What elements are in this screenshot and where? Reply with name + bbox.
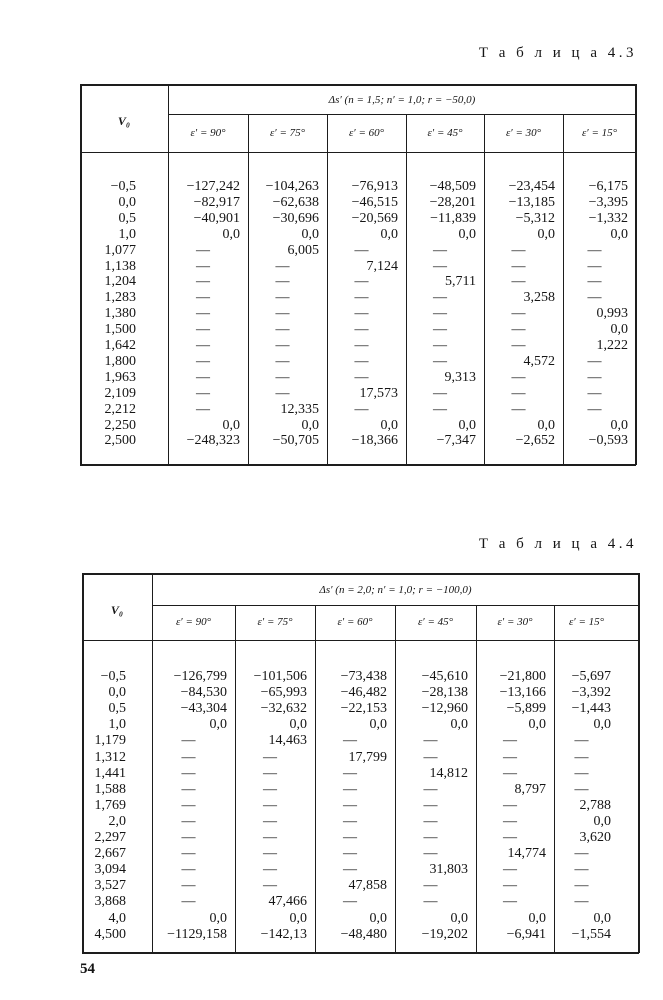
page-number: 54 bbox=[80, 961, 95, 977]
table-cell: −5,312 bbox=[515, 210, 555, 226]
table-cell: — bbox=[275, 306, 290, 322]
table-cell: −1,443 bbox=[571, 701, 611, 717]
table-cell: 0,0 bbox=[610, 417, 628, 433]
table-cell: −6,175 bbox=[588, 179, 628, 194]
group-header: Δs′ (n = 1,5; n′ = 1,0; r = −50,0) bbox=[328, 94, 476, 106]
table-cell: 0,0 bbox=[610, 322, 628, 338]
table-cell: −101,506 bbox=[253, 669, 307, 684]
table-cell: 0,0 bbox=[369, 910, 387, 926]
table-cell: — bbox=[196, 290, 210, 306]
v0-value: 1,283 bbox=[104, 290, 136, 306]
table-cell: — bbox=[196, 353, 210, 369]
table-cell: — bbox=[181, 733, 196, 749]
v0-value: 2,212 bbox=[104, 401, 136, 417]
v0-value: 2,500 bbox=[104, 433, 136, 449]
table-cell: — bbox=[181, 813, 196, 829]
v0-value: 1,077 bbox=[104, 242, 136, 258]
table-cell: — bbox=[433, 322, 447, 338]
v0-value: 1,800 bbox=[104, 353, 136, 369]
table-cell: — bbox=[343, 830, 357, 845]
v0-value: 1,179 bbox=[94, 733, 126, 749]
table-cell: — bbox=[587, 369, 602, 385]
column-header-1: ε′ = 75° bbox=[269, 127, 306, 139]
table-cell: −73,438 bbox=[340, 669, 387, 684]
table-cell: — bbox=[354, 369, 369, 385]
table-cell: — bbox=[423, 781, 438, 797]
table-cell: −19,202 bbox=[421, 926, 468, 942]
table-cell: — bbox=[503, 749, 517, 765]
table-cell: 0,0 bbox=[222, 226, 240, 242]
table-cell: −2,652 bbox=[515, 433, 555, 449]
table-cell: 0,0 bbox=[301, 226, 319, 242]
table-cell: −1129,158 bbox=[167, 926, 227, 942]
table-cell: 7,124 bbox=[366, 258, 398, 274]
v0-value: 1,138 bbox=[104, 258, 136, 274]
table-cell: — bbox=[587, 385, 602, 401]
table-cell: −48,480 bbox=[340, 926, 387, 942]
table-cell: 0,0 bbox=[209, 910, 227, 926]
v0-value: 1,588 bbox=[94, 781, 126, 797]
table-cell: −65,993 bbox=[260, 685, 307, 701]
table-cell: 0,0 bbox=[537, 226, 555, 242]
table-4-3-caption: Т а б л и ц а 4.3 bbox=[478, 45, 637, 61]
table-cell: −3,395 bbox=[588, 194, 628, 210]
table-cell: −84,530 bbox=[180, 685, 227, 701]
table-cell: — bbox=[574, 781, 589, 797]
table-cell: — bbox=[263, 813, 277, 829]
table-cell: — bbox=[181, 894, 196, 910]
table-cell: −1,332 bbox=[588, 210, 628, 226]
v0-value: 1,0 bbox=[108, 717, 126, 733]
table-cell: 1,222 bbox=[596, 338, 628, 353]
table-cell: 0,0 bbox=[528, 910, 546, 926]
header-bottom-rule bbox=[80, 152, 636, 153]
table-cell: −40,901 bbox=[193, 210, 240, 226]
table-cell: — bbox=[196, 385, 210, 401]
table-cell: 0,0 bbox=[289, 717, 307, 733]
table-cell: 9,313 bbox=[444, 369, 476, 385]
table-cell: — bbox=[423, 894, 438, 910]
table-cell: — bbox=[275, 322, 290, 338]
table-4-3 bbox=[80, 84, 636, 465]
table-cell: −46,482 bbox=[340, 685, 387, 701]
table-cell: −13,166 bbox=[499, 685, 546, 701]
table-cell: 6,005 bbox=[287, 242, 319, 258]
table-cell: 0,0 bbox=[380, 417, 398, 433]
v0-value: 0,5 bbox=[118, 210, 136, 226]
table-cell: — bbox=[574, 765, 589, 781]
table-cell: — bbox=[574, 894, 589, 910]
table-cell: −48,509 bbox=[429, 179, 476, 194]
column-header-4: ε′ = 30° bbox=[505, 127, 542, 139]
table-cell: — bbox=[354, 242, 369, 258]
table-cell: 0,993 bbox=[596, 306, 628, 322]
table-cell: — bbox=[275, 338, 290, 353]
table-cell: −3,392 bbox=[571, 685, 611, 701]
column-header-3: ε′ = 45° bbox=[427, 127, 463, 139]
table-cell: −32,632 bbox=[260, 701, 307, 717]
table-cell: 0,0 bbox=[450, 717, 468, 733]
table-cell: — bbox=[354, 401, 369, 417]
table-cell: — bbox=[343, 846, 357, 862]
table-cell: 0,0 bbox=[610, 226, 628, 242]
table-cell: −5,899 bbox=[506, 701, 546, 717]
table-cell: — bbox=[196, 242, 210, 258]
table-cell: −5,697 bbox=[571, 669, 611, 684]
table-cell: — bbox=[503, 765, 517, 781]
table-cell: — bbox=[343, 797, 357, 813]
table-cell: 3,258 bbox=[523, 290, 555, 306]
v0-value: 1,441 bbox=[94, 765, 126, 781]
table-cell: −248,323 bbox=[186, 433, 240, 449]
v0-value: 2,250 bbox=[104, 417, 136, 433]
v0-value: 3,527 bbox=[94, 878, 126, 894]
table-cell: — bbox=[354, 306, 369, 322]
v0-value: 3,868 bbox=[94, 894, 126, 910]
table-cell: — bbox=[433, 353, 447, 369]
table-cell: — bbox=[263, 878, 277, 894]
table-cell: — bbox=[587, 353, 602, 369]
table-cell: — bbox=[263, 846, 277, 862]
column-header-5: ε′ = 15° bbox=[581, 127, 618, 139]
v0-value: −0,5 bbox=[110, 179, 136, 194]
table-cell: — bbox=[423, 749, 438, 765]
table-cell: — bbox=[574, 862, 589, 878]
v0-value: 1,642 bbox=[104, 338, 136, 353]
table-cell: −11,839 bbox=[430, 210, 476, 226]
table-cell: 0,0 bbox=[450, 910, 468, 926]
table-cell: −76,913 bbox=[351, 179, 398, 194]
header-bottom-rule bbox=[82, 640, 639, 641]
table-cell: −21,800 bbox=[499, 669, 546, 684]
table-cell: −7,347 bbox=[436, 433, 476, 449]
table-cell: — bbox=[503, 894, 517, 910]
column-header-2: ε′ = 60° bbox=[337, 616, 373, 628]
table-cell: −142,13 bbox=[260, 926, 307, 942]
table-cell: — bbox=[263, 765, 277, 781]
column-header-0: ε′ = 90° bbox=[175, 616, 212, 628]
table-cell: 0,0 bbox=[593, 717, 611, 733]
table-cell: −28,201 bbox=[429, 194, 476, 210]
table-cell: — bbox=[503, 830, 517, 845]
table-4-4 bbox=[82, 573, 639, 953]
v0-value: 4,0 bbox=[108, 910, 126, 926]
table-cell: 0,0 bbox=[537, 417, 555, 433]
table-cell: — bbox=[433, 258, 447, 274]
table-cell: — bbox=[343, 765, 357, 781]
table-cell: 2,788 bbox=[579, 797, 611, 813]
v0-value: 2,0 bbox=[108, 813, 126, 829]
table-cell: — bbox=[181, 765, 196, 781]
table-cell: — bbox=[574, 749, 589, 765]
table-cell: −104,263 bbox=[265, 179, 319, 194]
table-cell: −1,554 bbox=[571, 926, 611, 942]
table-cell: — bbox=[354, 322, 369, 338]
table-cell: — bbox=[423, 846, 438, 862]
table-cell: −30,696 bbox=[272, 210, 319, 226]
table-cell: −18,366 bbox=[351, 433, 398, 449]
table-cell: — bbox=[181, 862, 196, 878]
table-cell: — bbox=[423, 830, 438, 845]
v0-value: 1,500 bbox=[104, 322, 136, 338]
table-cell: −126,799 bbox=[173, 669, 227, 684]
table-cell: 5,711 bbox=[445, 274, 476, 290]
table-cell: — bbox=[511, 369, 526, 385]
v0-value: 4,500 bbox=[94, 926, 126, 942]
table-cell: −0,593 bbox=[588, 433, 628, 449]
table-cell: −28,138 bbox=[421, 685, 468, 701]
table-cell: — bbox=[275, 274, 290, 290]
table-cell: — bbox=[275, 290, 290, 306]
table-bottom-rule bbox=[82, 952, 639, 954]
column-header-4: ε′ = 30° bbox=[497, 616, 533, 628]
table-cell: — bbox=[503, 733, 517, 749]
table-cell: −23,454 bbox=[508, 179, 555, 194]
table-cell: — bbox=[196, 258, 210, 274]
table-cell: −50,705 bbox=[272, 433, 319, 449]
table-cell: 0,0 bbox=[222, 417, 240, 433]
table-cell: — bbox=[587, 258, 602, 274]
table-cell: — bbox=[433, 306, 447, 322]
table-cell: — bbox=[181, 781, 196, 797]
table-cell: 17,573 bbox=[359, 385, 398, 401]
v0-value: 0,0 bbox=[108, 685, 126, 701]
table-cell: — bbox=[574, 733, 589, 749]
table-cell: — bbox=[423, 813, 438, 829]
v0-value: 2,109 bbox=[104, 385, 136, 401]
table-cell: — bbox=[275, 258, 290, 274]
column-header-3: ε′ = 45° bbox=[417, 616, 454, 628]
table-cell: — bbox=[433, 401, 447, 417]
table-cell: — bbox=[196, 401, 210, 417]
table-cell: 47,466 bbox=[268, 894, 307, 910]
table-cell: — bbox=[275, 353, 290, 369]
table-cell: — bbox=[511, 338, 526, 353]
table-cell: — bbox=[587, 274, 602, 290]
table-cell: — bbox=[354, 338, 369, 353]
column-header-2: ε′ = 60° bbox=[348, 127, 385, 139]
table-cell: — bbox=[354, 274, 369, 290]
v0-value: 2,297 bbox=[94, 830, 126, 845]
table-cell: 17,799 bbox=[348, 749, 387, 765]
table-cell: 0,0 bbox=[380, 226, 398, 242]
table-cell: −13,185 bbox=[508, 194, 555, 210]
table-cell: −46,515 bbox=[351, 194, 398, 210]
table-cell: — bbox=[196, 338, 210, 353]
table-cell: — bbox=[511, 242, 526, 258]
table-cell: — bbox=[433, 242, 447, 258]
table-cell: — bbox=[587, 401, 602, 417]
row-header-v0: V₀ bbox=[110, 603, 124, 617]
table-cell: — bbox=[433, 385, 447, 401]
table-cell: — bbox=[343, 781, 357, 797]
column-header-1: ε′ = 75° bbox=[257, 616, 293, 628]
v0-value: 1,312 bbox=[94, 749, 126, 765]
column-header-5: ε′ = 15° bbox=[568, 616, 605, 628]
table-cell: — bbox=[181, 878, 196, 894]
table-cell: 0,0 bbox=[458, 417, 476, 433]
table-cell: 0,0 bbox=[593, 813, 611, 829]
table-cell: 0,0 bbox=[301, 417, 319, 433]
table-cell: — bbox=[423, 797, 438, 813]
table-cell: −6,941 bbox=[506, 926, 546, 942]
table-cell: 3,620 bbox=[579, 830, 611, 845]
table-cell: −20,569 bbox=[351, 210, 398, 226]
group-header: Δs′ (n = 2,0; n′ = 1,0; r = −100,0) bbox=[319, 584, 472, 596]
table-cell: — bbox=[511, 274, 526, 290]
table-cell: — bbox=[503, 878, 517, 894]
table-cell: 0,0 bbox=[593, 910, 611, 926]
table-cell: — bbox=[196, 369, 210, 385]
table-right-rule bbox=[638, 573, 640, 953]
table-cell: 4,572 bbox=[523, 353, 555, 369]
v0-value: 1,0 bbox=[118, 226, 136, 242]
table-cell: — bbox=[343, 862, 357, 878]
column-header-0: ε′ = 90° bbox=[190, 127, 226, 139]
table-cell: −22,153 bbox=[340, 701, 387, 717]
table-cell: — bbox=[343, 733, 357, 749]
table-cell: 12,335 bbox=[280, 401, 319, 417]
v0-value: −0,5 bbox=[100, 669, 126, 684]
table-cell: — bbox=[263, 749, 277, 765]
table-cell: −43,304 bbox=[180, 701, 227, 717]
table-cell: — bbox=[196, 274, 210, 290]
table-cell: — bbox=[263, 862, 277, 878]
table-cell: — bbox=[423, 878, 438, 894]
table-cell: −12,960 bbox=[421, 701, 468, 717]
table-cell: 14,812 bbox=[429, 765, 468, 781]
v0-value: 1,963 bbox=[104, 369, 136, 385]
table-cell: 0,0 bbox=[458, 226, 476, 242]
table-cell: 0,0 bbox=[369, 717, 387, 733]
table-cell: — bbox=[423, 733, 438, 749]
table-cell: — bbox=[511, 258, 526, 274]
table-cell: 0,0 bbox=[209, 717, 227, 733]
table-top-rule bbox=[82, 573, 639, 575]
table-top-rule bbox=[80, 84, 636, 86]
table-cell: — bbox=[587, 242, 602, 258]
table-cell: — bbox=[343, 894, 357, 910]
table-cell: — bbox=[354, 353, 369, 369]
v0-value: 0,0 bbox=[118, 194, 136, 210]
table-cell: — bbox=[354, 290, 369, 306]
table-cell: — bbox=[196, 322, 210, 338]
table-cell: — bbox=[181, 797, 196, 813]
v0-value: 1,769 bbox=[94, 797, 126, 813]
table-cell: — bbox=[433, 338, 447, 353]
table-cell: 8,797 bbox=[514, 781, 546, 797]
v0-value: 2,667 bbox=[94, 846, 126, 862]
table-cell: — bbox=[587, 290, 602, 306]
table-cell: −45,610 bbox=[421, 669, 468, 684]
table-cell: 0,0 bbox=[528, 717, 546, 733]
table-cell: — bbox=[343, 813, 357, 829]
table-cell: — bbox=[503, 813, 517, 829]
row-header-v0: V₀ bbox=[117, 114, 131, 128]
table-cell: — bbox=[433, 290, 447, 306]
table-cell: — bbox=[181, 846, 196, 862]
table-cell: — bbox=[263, 830, 277, 845]
table-cell: −82,917 bbox=[193, 194, 240, 210]
table-cell: 47,858 bbox=[348, 878, 387, 894]
group-header-rule bbox=[168, 114, 636, 115]
v0-value: 3,094 bbox=[94, 862, 126, 878]
table-cell: — bbox=[503, 797, 517, 813]
table-cell: — bbox=[574, 878, 589, 894]
table-cell: — bbox=[574, 846, 589, 862]
table-cell: — bbox=[263, 781, 277, 797]
table-cell: −62,638 bbox=[272, 194, 319, 210]
table-cell: — bbox=[263, 797, 277, 813]
table-cell: — bbox=[511, 401, 526, 417]
table-bottom-rule bbox=[80, 464, 636, 466]
table-cell: — bbox=[511, 306, 526, 322]
table-4-4-caption: Т а б л и ц а 4.4 bbox=[478, 536, 637, 552]
table-cell: — bbox=[511, 385, 526, 401]
table-cell: −127,242 bbox=[186, 179, 240, 194]
table-cell: — bbox=[503, 862, 517, 878]
v0-value: 1,380 bbox=[104, 306, 136, 322]
table-cell: 14,463 bbox=[268, 733, 307, 749]
table-cell: — bbox=[275, 385, 290, 401]
table-cell: 14,774 bbox=[507, 846, 546, 862]
table-cell: 31,803 bbox=[429, 862, 468, 878]
table-right-rule bbox=[635, 84, 637, 465]
v0-value: 0,5 bbox=[108, 701, 126, 717]
table-cell: 0,0 bbox=[289, 910, 307, 926]
table-cell: — bbox=[511, 322, 526, 338]
v0-value: 1,204 bbox=[104, 274, 136, 290]
table-cell: — bbox=[181, 749, 196, 765]
table-cell: — bbox=[196, 306, 210, 322]
table-cell: — bbox=[181, 830, 196, 845]
table-cell: — bbox=[275, 369, 290, 385]
